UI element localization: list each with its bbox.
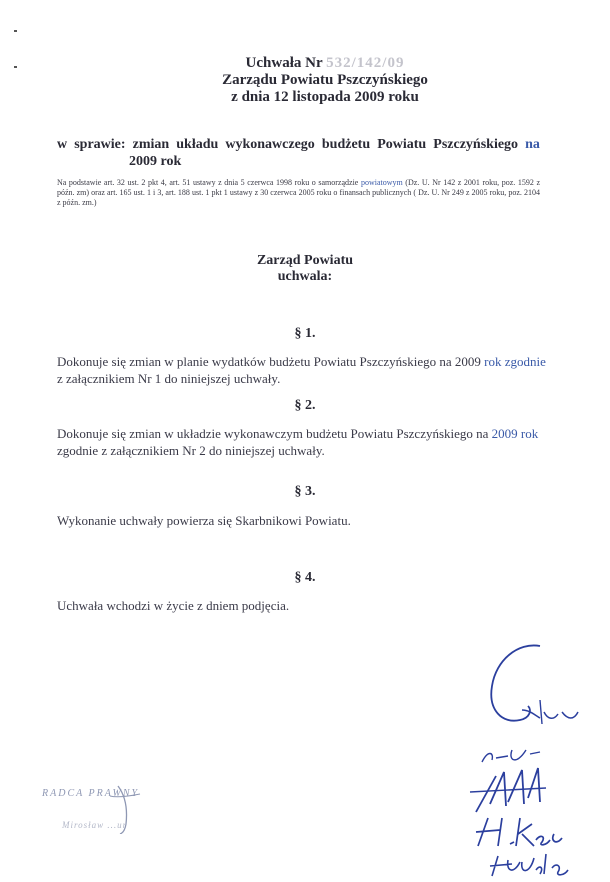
stamp-title: RADCA PRAWNY <box>42 788 140 799</box>
legal-basis: Na podstawie art. 32 ust. 2 pkt 4, art. 51 ustawy z dnia 5 czerwca 1998 roku o samorządzie powiatowym (Dz. U. Nr 142 z 2001 roku, poz. 1592 z późn. zm) oraz art. 165 ust. 1 i 3, art. 188 ust. 1 pkt 1 ustawy z 30 czerwca 2005 roku o finansach publicznych ( Dz. U. Nr 249 z 2005 roku, poz. 2104 z późn. zm.) <box>57 178 540 207</box>
signature-4 <box>486 848 576 880</box>
stamp-name: Mirosław ...ur <box>62 820 128 830</box>
signature-1 <box>478 640 588 730</box>
section-text: Wykonanie uchwały powierza się Skarbnikowi Powiatu. <box>57 513 351 528</box>
scan-mark <box>14 30 17 32</box>
section-heading: § 4. <box>294 570 316 585</box>
issuing-body: Zarządu Powiatu Pszczyńskiego <box>222 72 428 88</box>
section-text: Dokonuje się zmian w planie wydatków budżetu Powiatu Pszczyńskiego na 2009 rok zgodnie z załącznikiem Nr 1 do niniejszej uchwały. <box>57 354 546 386</box>
resolution-number-prefix: Uchwała Nr <box>245 55 323 71</box>
section-text: Dokonuje się zmian w układzie wykonawczym budżetu Powiatu Pszczyńskiego na 2009 rok zgodnie z załącznikiem Nr 2 do niniejszej uchwały. <box>57 426 539 458</box>
resolution-number-value: 532/142/09 <box>326 55 405 71</box>
section-heading: § 1. <box>294 326 316 341</box>
resolution-date: z dnia 12 listopada 2009 roku <box>231 89 419 105</box>
section-text: Uchwała wchodzi w życie z dniem podjęcia. <box>57 598 290 613</box>
board-name: Zarząd Powiatu <box>256 253 354 268</box>
scan-mark <box>14 66 17 68</box>
signature-3 <box>470 812 570 852</box>
resolution-subject: w sprawie: zmian układu wykonawczego budżetu Powiatu Pszczyńskiego na 2009 rok <box>57 137 540 169</box>
section-heading: § 2. <box>294 398 316 413</box>
resolution-number <box>150 55 500 72</box>
section-heading: § 3. <box>294 484 316 499</box>
board-decides: uchwala: <box>277 269 333 284</box>
